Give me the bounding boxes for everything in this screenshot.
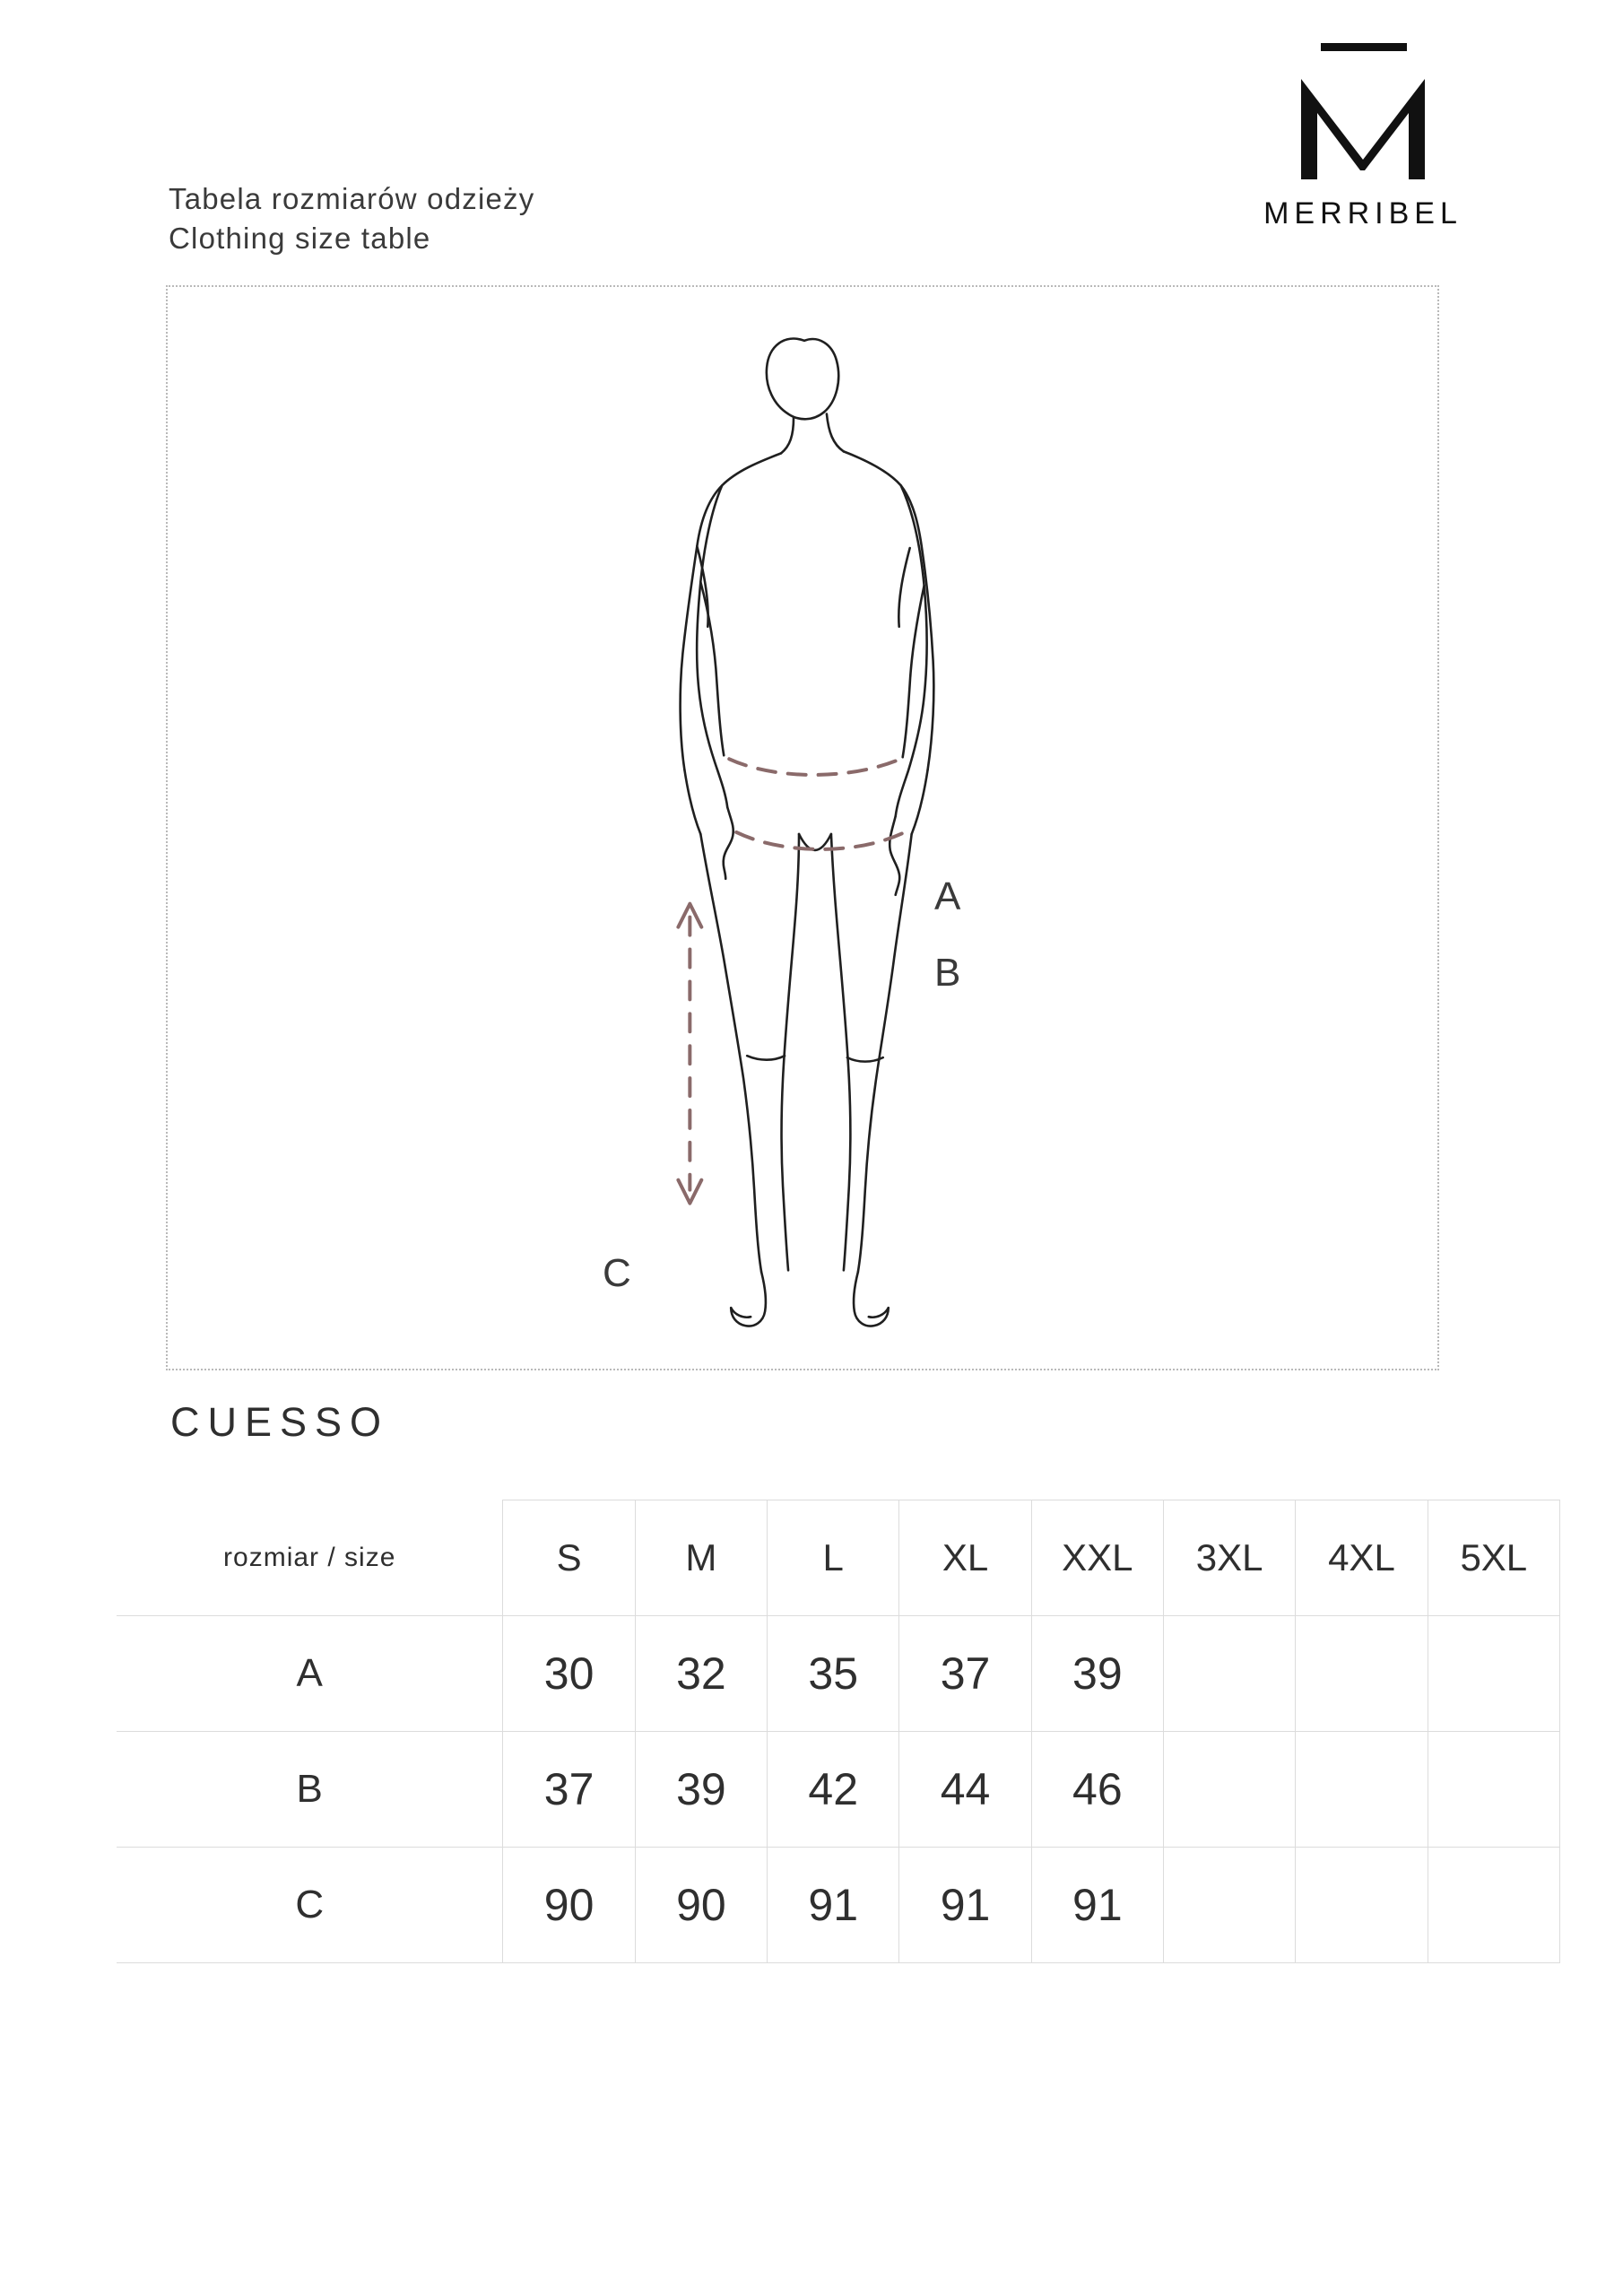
- cell-b-3xl: [1163, 1732, 1295, 1848]
- page-title: [169, 179, 534, 257]
- cell-a-s: 30: [503, 1616, 635, 1732]
- table-header-row: [117, 1500, 1560, 1616]
- title-en: Clothing size table: [169, 221, 431, 255]
- table-row: [117, 1616, 1560, 1732]
- cell-b-l: 42: [768, 1732, 899, 1848]
- cell-c-m: 90: [635, 1848, 767, 1963]
- cell-b-xl: 44: [899, 1732, 1031, 1848]
- cell-c-3xl: [1163, 1848, 1295, 1963]
- brand-logo: [1211, 36, 1515, 231]
- cell-a-xxl: 39: [1031, 1616, 1163, 1732]
- size-header-s: S: [503, 1500, 635, 1616]
- row-label-c: C: [117, 1848, 503, 1963]
- female-body-figure: [168, 287, 1437, 1369]
- size-header-4xl: 4XL: [1296, 1500, 1428, 1616]
- cell-c-4xl: [1296, 1848, 1428, 1963]
- cell-b-5xl: [1428, 1732, 1559, 1848]
- size-header-3xl: 3XL: [1163, 1500, 1295, 1616]
- cell-c-xxl: 91: [1031, 1848, 1163, 1963]
- cell-c-5xl: [1428, 1848, 1559, 1963]
- figure-panel: [166, 285, 1439, 1370]
- cell-a-5xl: [1428, 1616, 1559, 1732]
- size-header-xl: XL: [899, 1500, 1031, 1616]
- table-corner-label: rozmiar / size: [117, 1500, 503, 1616]
- brand-name: MERRIBEL: [1263, 196, 1462, 230]
- cell-c-xl: 91: [899, 1848, 1031, 1963]
- cell-a-4xl: [1296, 1616, 1428, 1732]
- title-pl: Tabela rozmiarów odzieży: [169, 182, 535, 215]
- size-table: [117, 1500, 1560, 1963]
- table-row: [117, 1848, 1560, 1963]
- model-name: CUESSO: [170, 1399, 390, 1445]
- cell-b-s: 37: [503, 1732, 635, 1848]
- cell-c-s: 90: [503, 1848, 635, 1963]
- cell-b-m: 39: [635, 1732, 767, 1848]
- table-row: [117, 1732, 1560, 1848]
- merribel-m-icon: [1278, 36, 1448, 193]
- cell-a-l: 35: [768, 1616, 899, 1732]
- size-header-5xl: 5XL: [1428, 1500, 1559, 1616]
- size-header-m: M: [635, 1500, 767, 1616]
- cell-c-l: 91: [768, 1848, 899, 1963]
- cell-a-xl: 37: [899, 1616, 1031, 1732]
- row-label-b: B: [117, 1732, 503, 1848]
- cell-a-3xl: [1163, 1616, 1295, 1732]
- row-label-a: A: [117, 1616, 503, 1732]
- measure-label-a: A: [934, 874, 961, 918]
- cell-a-m: 32: [635, 1616, 767, 1732]
- size-header-l: L: [768, 1500, 899, 1616]
- measure-label-b: B: [934, 951, 961, 995]
- cell-b-xxl: 46: [1031, 1732, 1163, 1848]
- measure-label-c: C: [603, 1251, 631, 1295]
- cell-b-4xl: [1296, 1732, 1428, 1848]
- size-header-xxl: XXL: [1031, 1500, 1163, 1616]
